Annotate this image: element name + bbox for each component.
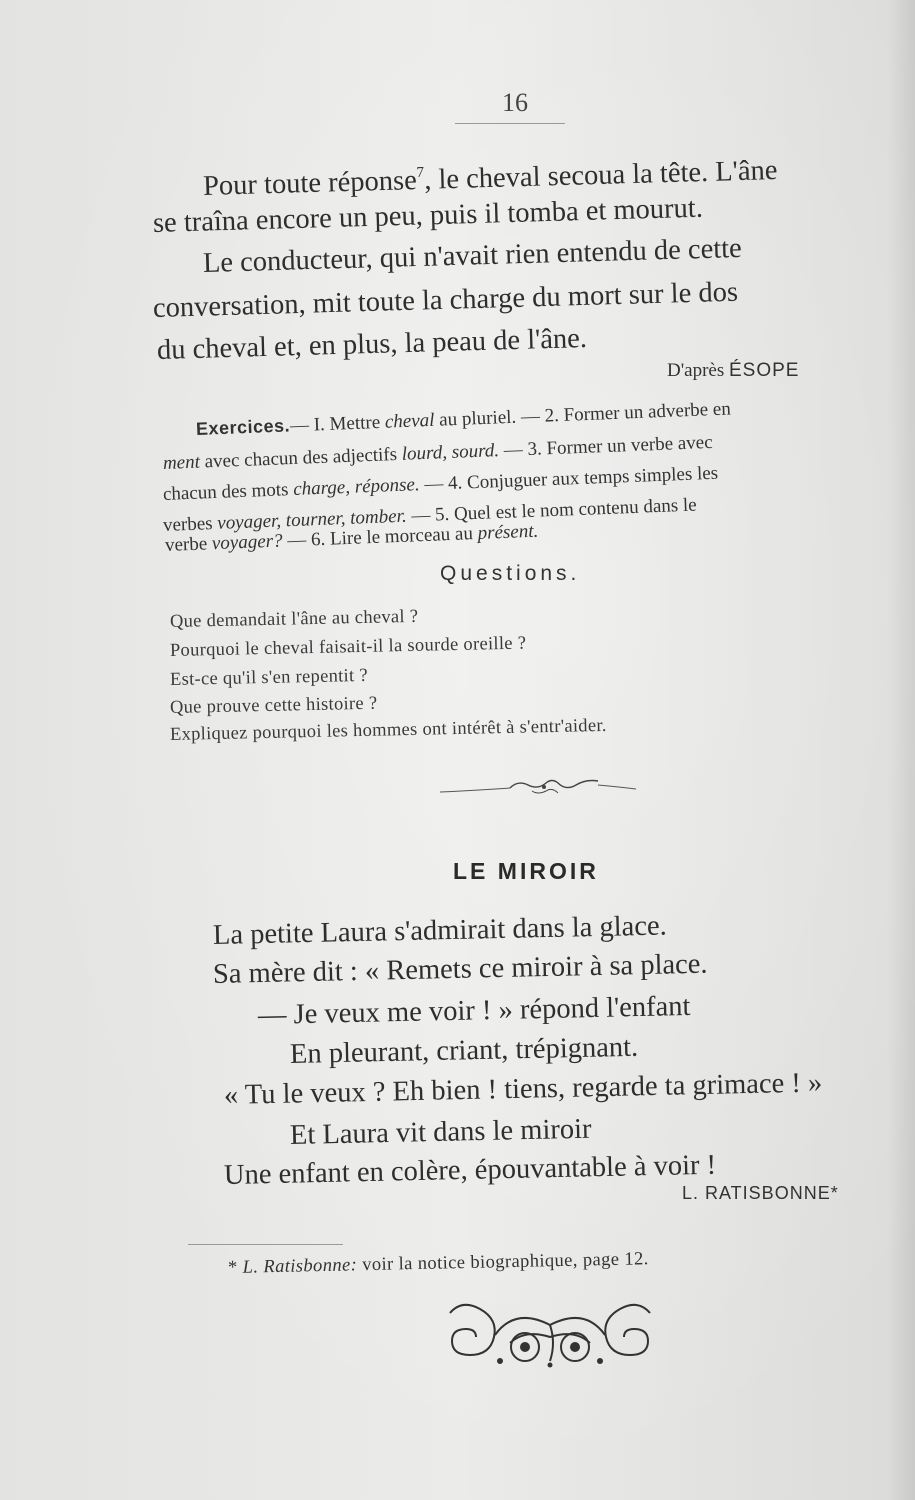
exercise-text: au pluriel. — 2. Former un adverbe en bbox=[434, 398, 732, 431]
poem-title: LE MIROIR bbox=[453, 858, 599, 884]
exercise-text: verbes bbox=[162, 512, 218, 536]
footnote-ref: 7 bbox=[416, 164, 425, 182]
exercise-text: avec chacun des adjectifs bbox=[199, 443, 403, 473]
story-line: Le conducteur, qui n'avait rien entendu de cette bbox=[202, 232, 743, 279]
exercise-text: — 6. Lire le morceau au bbox=[282, 522, 479, 552]
footnote-text: voir la notice biographique, page 12. bbox=[356, 1249, 649, 1276]
poem-line: La petite Laura s'admirait dans la glace. bbox=[212, 910, 668, 951]
footnote-name: L. Ratisbonne: bbox=[242, 1255, 358, 1278]
story-line: se traîna encore un peu, puis il tomba et mourut. bbox=[152, 192, 704, 239]
exercise-text: — I. Mettre bbox=[289, 411, 386, 437]
poem-author: L. RATISBONNE* bbox=[682, 1183, 839, 1203]
poem-line: Une enfant en colère, épouvantable à voir ! bbox=[223, 1149, 717, 1191]
poem-line: « Tu le veux ? Eh bien ! tiens, regarde ta grimace ! » bbox=[223, 1067, 823, 1111]
exercise-italic: voyager? bbox=[211, 530, 283, 555]
poem-line: Et Laura vit dans le miroir bbox=[289, 1113, 592, 1151]
page-number: 16 bbox=[502, 88, 528, 117]
footnote bbox=[228, 1249, 649, 1279]
exercise-text: chacun des mots bbox=[162, 479, 294, 505]
exercise-italic: ment bbox=[162, 451, 201, 474]
questions-title: Questions. bbox=[440, 562, 581, 585]
page-number-rule bbox=[455, 123, 565, 124]
poem-line: — Je veux me voir ! » répond l'enfant bbox=[257, 990, 691, 1031]
exercise-text: — 4. Conjuguer aux temps simples les bbox=[419, 462, 719, 496]
exercise-text: — 3. Former un verbe avec bbox=[498, 431, 713, 462]
exercise-italic: charge, réponse. bbox=[292, 474, 421, 500]
footnote-rule bbox=[188, 1244, 343, 1245]
question-item: Expliquez pourquoi les hommes ont intérêt à s'entr'aider. bbox=[169, 715, 607, 745]
story-line: du cheval et, en plus, la peau de l'âne. bbox=[156, 322, 588, 366]
story-line: conversation, mit toute la charge du mort sur le dos bbox=[152, 276, 739, 324]
attribution-author: ÉSOPE bbox=[728, 360, 800, 381]
question-item: Que prouve cette histoire ? bbox=[169, 693, 378, 718]
exercise-italic: voyager, tourner, tomber. bbox=[216, 505, 408, 534]
exercise-text: — 5. Quel est le nom contenu dans le bbox=[406, 494, 698, 527]
story-line-part: Pour toute réponse bbox=[202, 165, 418, 202]
question-item: Est-ce qu'il s'en repentit ? bbox=[169, 665, 369, 690]
story-attribution bbox=[667, 360, 799, 382]
poem-line: Sa mère dit : « Remets ce miroir à sa place. bbox=[212, 948, 708, 990]
exercises-heading: Exercices. bbox=[195, 415, 291, 439]
poem-line: En pleurant, criant, trépignant. bbox=[289, 1031, 639, 1070]
end-ornament-icon bbox=[440, 1295, 660, 1375]
exercise-italic: présent. bbox=[477, 520, 539, 544]
question-item: Pourquoi le cheval faisait-il la sourde oreille ? bbox=[169, 633, 527, 661]
story-line-part: , le cheval secoua la tête. L'âne bbox=[423, 154, 778, 196]
exercise-italic: lourd, sourd. bbox=[401, 440, 500, 465]
footnote-marker: * bbox=[227, 1257, 243, 1278]
exercise-italic: cheval bbox=[384, 409, 435, 433]
question-item: Que demandait l'âne au cheval ? bbox=[169, 606, 419, 632]
exercise-text: verbe bbox=[164, 533, 213, 556]
divider-ornament-icon bbox=[440, 775, 640, 803]
attribution-prefix: D'après bbox=[667, 360, 725, 381]
